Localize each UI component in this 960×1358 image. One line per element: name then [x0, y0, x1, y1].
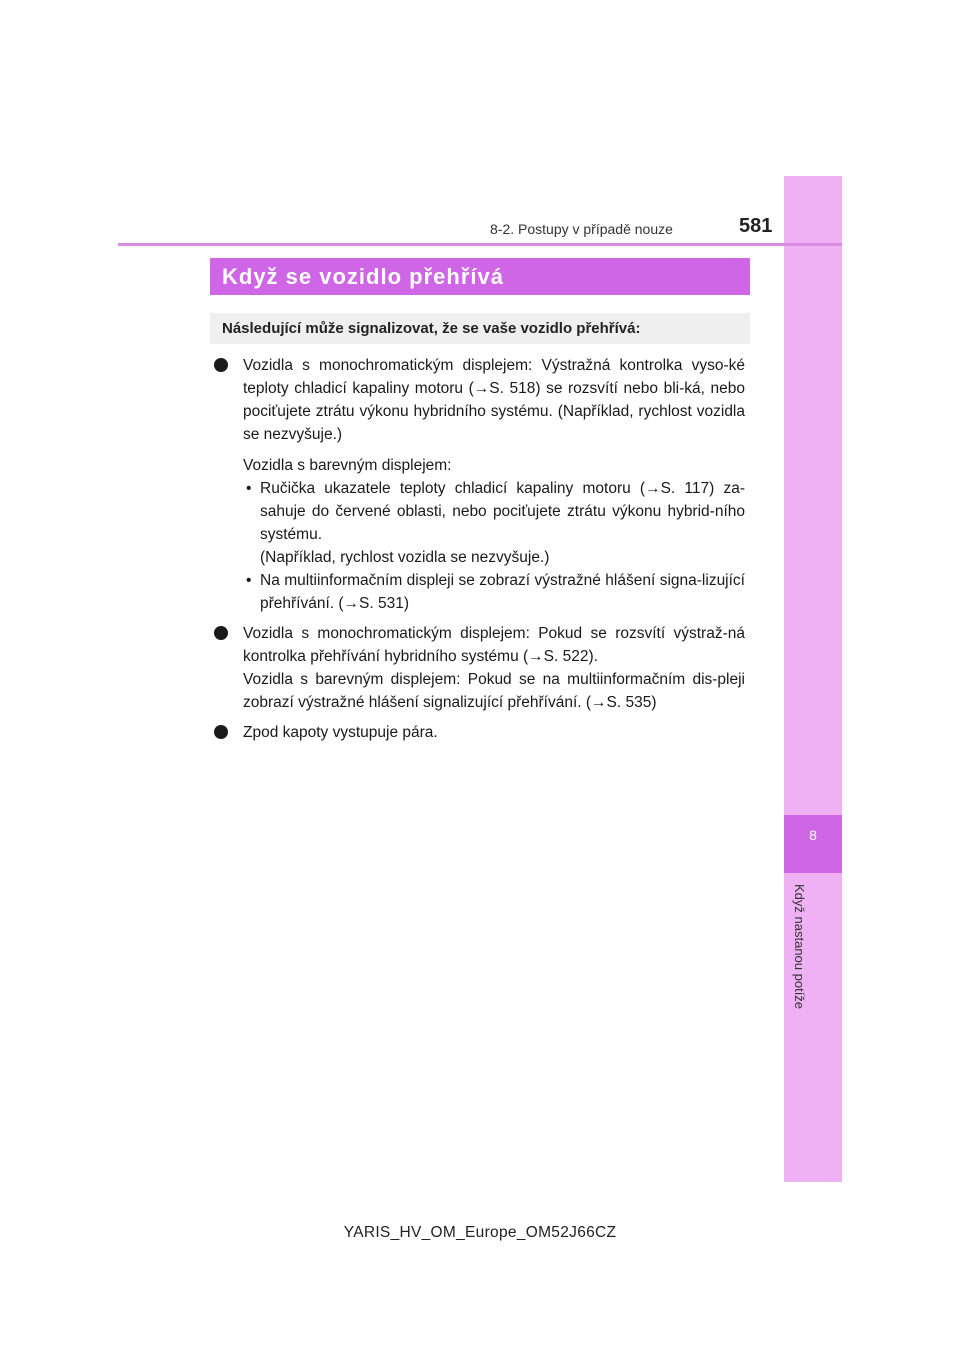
item-text: Vozidla s monochromatickým displejem: Pokud se rozsvítí výstraž-ná kontrolka přehřívání hybridního systému (→S. 522). [243, 625, 745, 665]
chapter-tab-active [784, 815, 842, 873]
document-id: YARIS_HV_OM_Europe_OM52J66CZ [343, 1224, 617, 1241]
sub-item-text: Ručička ukazatele teploty chladicí kapaliny motoru (→S. 117) za-sahuje do červené oblasti, nebo pociťujete ztrátu výkonu hybrid-ního systému. [260, 480, 745, 543]
section-title: Když se vozidlo přehřívá [210, 258, 750, 295]
sub-bullet: • [246, 480, 252, 497]
sub-item-text: (Například, rychlost vozidla se nezvyšuje.) [260, 549, 550, 566]
chapter-number: 8 [809, 827, 817, 843]
sub-bullet: • [246, 572, 252, 589]
section-path: 8-2. Postupy v případě nouze [490, 221, 673, 237]
sub-item [243, 477, 745, 546]
list-item [214, 622, 745, 714]
chapter-title: Když nastanou potíže [792, 884, 807, 1010]
bullet-icon [214, 626, 228, 640]
item-text: Vozidla s barevným displejem: [243, 457, 452, 474]
item-text: Vozidla s monochromatickým displejem: Výstražná kontrolka vyso-ké teploty chladicí kapaliny motoru (→S. 518) se rozsvítí nebo bli-ká, nebo pociťujete ztrátu výkonu hybridního systému. (Například, rychlost vozidla se nezvyšuje.) [243, 357, 745, 443]
list-item [214, 721, 745, 744]
intro-statement: Následující může signalizovat, že se vaše vozidlo přehřívá: [210, 313, 750, 344]
page-number: 581 [739, 215, 773, 237]
sub-item [243, 569, 745, 615]
sub-item-continuation [243, 546, 745, 569]
list-item [214, 354, 745, 615]
bullet-icon [214, 725, 228, 739]
item-text: Zpod kapoty vystupuje pára. [243, 724, 438, 741]
bullet-icon [214, 358, 228, 372]
item-text: Vozidla s barevným displejem: Pokud se na multiinformačním dis-pleji zobrazí výstražné hlášení signalizující přehřívání. (→S. 535) [243, 671, 745, 711]
sub-item-text: Na multiinformačním displeji se zobrazí výstražné hlášení signa-lizující přehřívání. (→S. 531) [260, 572, 745, 612]
content-body [214, 354, 745, 751]
header-rule [118, 243, 842, 246]
